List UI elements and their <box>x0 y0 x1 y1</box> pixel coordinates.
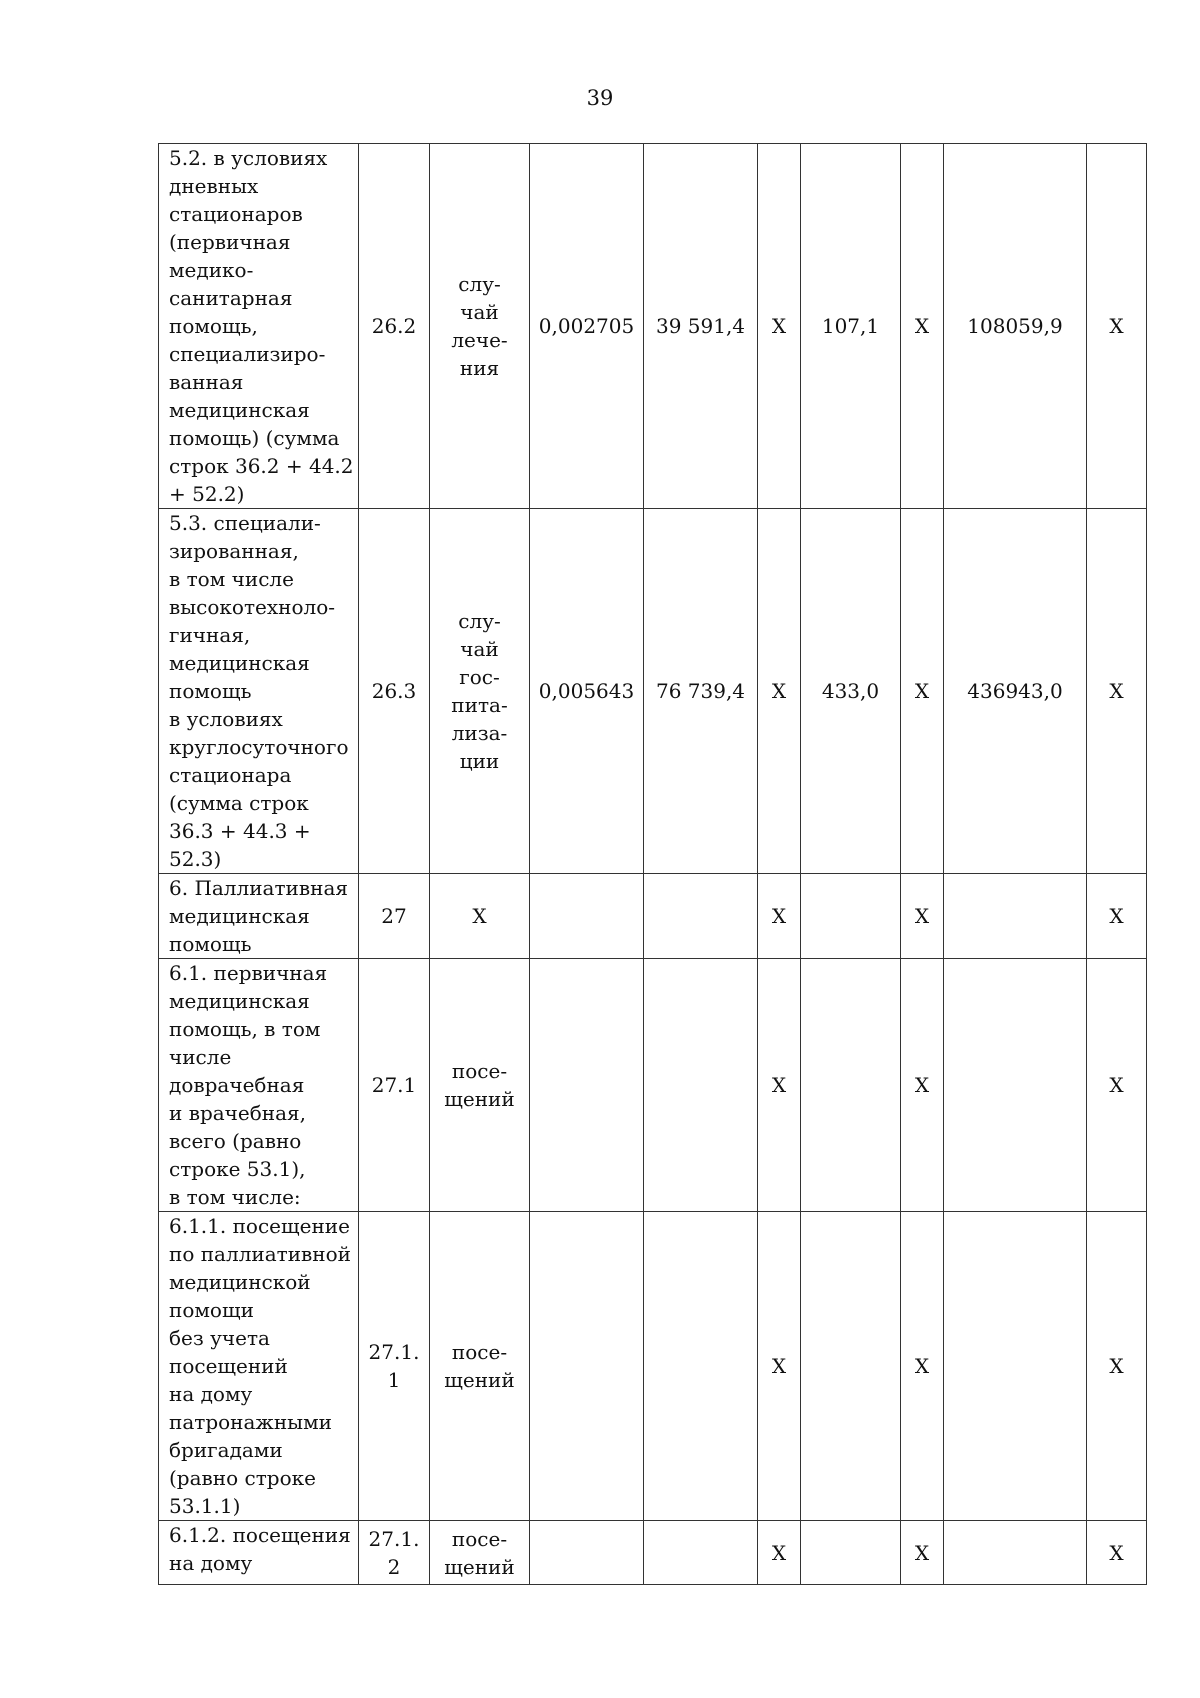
row-unit-cell: слу- чай гос- пита- лиза- ции <box>430 509 530 874</box>
table-cell <box>944 1212 1087 1521</box>
row-name-cell: 5.3. специали- зированная, в том числе высокотехноло- гичная, медицинская помощь в условиях круглосуточного стационара (сумма строк 36.3 + 44.3 + 52.3) <box>159 509 359 874</box>
table-cell: X <box>1087 874 1147 959</box>
table-cell <box>644 874 758 959</box>
table-cell <box>944 874 1087 959</box>
row-code-cell: 26.2 <box>359 144 430 509</box>
table-cell: 436943,0 <box>944 509 1087 874</box>
table-cell: 0,002705 <box>530 144 644 509</box>
table-cell: X <box>901 144 944 509</box>
table-row <box>159 959 1147 1212</box>
table-cell <box>530 959 644 1212</box>
table-cell: X <box>901 509 944 874</box>
table-cell: X <box>758 874 801 959</box>
table-cell: 108059,9 <box>944 144 1087 509</box>
row-unit-cell: X <box>430 874 530 959</box>
table-cell <box>944 959 1087 1212</box>
row-code-cell: 26.3 <box>359 509 430 874</box>
table-cell <box>644 959 758 1212</box>
table-row <box>159 509 1147 874</box>
table-cell: X <box>758 1212 801 1521</box>
table-cell: 0,005643 <box>530 509 644 874</box>
table-cell <box>530 1212 644 1521</box>
table-cell: X <box>1087 1212 1147 1521</box>
table-cell: 39 591,4 <box>644 144 758 509</box>
table-cell <box>644 1212 758 1521</box>
table-cell: 433,0 <box>801 509 901 874</box>
row-code-cell: 27.1. 2 <box>359 1521 430 1585</box>
row-name-cell: 6.1.1. посещение по паллиативной медицинской помощи без учета посещений на дому патронажными бригадами (равно строке 53.1.1) <box>159 1212 359 1521</box>
page-number: 39 <box>586 86 614 110</box>
table-cell: X <box>901 874 944 959</box>
table-cell <box>644 1521 758 1585</box>
row-unit-cell: посе- щений <box>430 1212 530 1521</box>
table-cell: 76 739,4 <box>644 509 758 874</box>
table-cell: X <box>758 144 801 509</box>
table-cell: X <box>1087 509 1147 874</box>
table-cell <box>801 1521 901 1585</box>
table-row <box>159 144 1147 509</box>
row-code-cell: 27 <box>359 874 430 959</box>
table-cell: X <box>901 1521 944 1585</box>
row-unit-cell: посе- щений <box>430 1521 530 1585</box>
table-row <box>159 1521 1147 1585</box>
row-name-cell: 5.2. в условиях дневных стационаров (первичная медико- санитарная помощь, специализиро- ванная медицинская помощь) (сумма строк 36.2 + 44.2 + 52.2) <box>159 144 359 509</box>
row-unit-cell: слу- чай лече- ния <box>430 144 530 509</box>
table-cell: X <box>758 509 801 874</box>
row-code-cell: 27.1. 1 <box>359 1212 430 1521</box>
table-row <box>159 1212 1147 1521</box>
table-cell: X <box>1087 959 1147 1212</box>
table-cell <box>801 959 901 1212</box>
table-cell <box>530 1521 644 1585</box>
table-cell <box>801 874 901 959</box>
row-name-cell: 6.1.2. посещения на дому <box>159 1521 359 1585</box>
table-cell <box>530 874 644 959</box>
row-code-cell: 27.1 <box>359 959 430 1212</box>
table-cell: X <box>901 959 944 1212</box>
table-cell: X <box>758 1521 801 1585</box>
data-table <box>158 143 1147 1585</box>
row-name-cell: 6. Паллиативная медицинская помощь <box>159 874 359 959</box>
table-cell: X <box>1087 144 1147 509</box>
table-cell: 107,1 <box>801 144 901 509</box>
table-cell: X <box>1087 1521 1147 1585</box>
table-row <box>159 874 1147 959</box>
row-unit-cell: посе- щений <box>430 959 530 1212</box>
row-name-cell: 6.1. первичная медицинская помощь, в том числе доврачебная и врачебная, всего (равно строке 53.1), в том числе: <box>159 959 359 1212</box>
table-cell: X <box>758 959 801 1212</box>
table-cell: X <box>901 1212 944 1521</box>
table-cell <box>801 1212 901 1521</box>
table-cell <box>944 1521 1087 1585</box>
